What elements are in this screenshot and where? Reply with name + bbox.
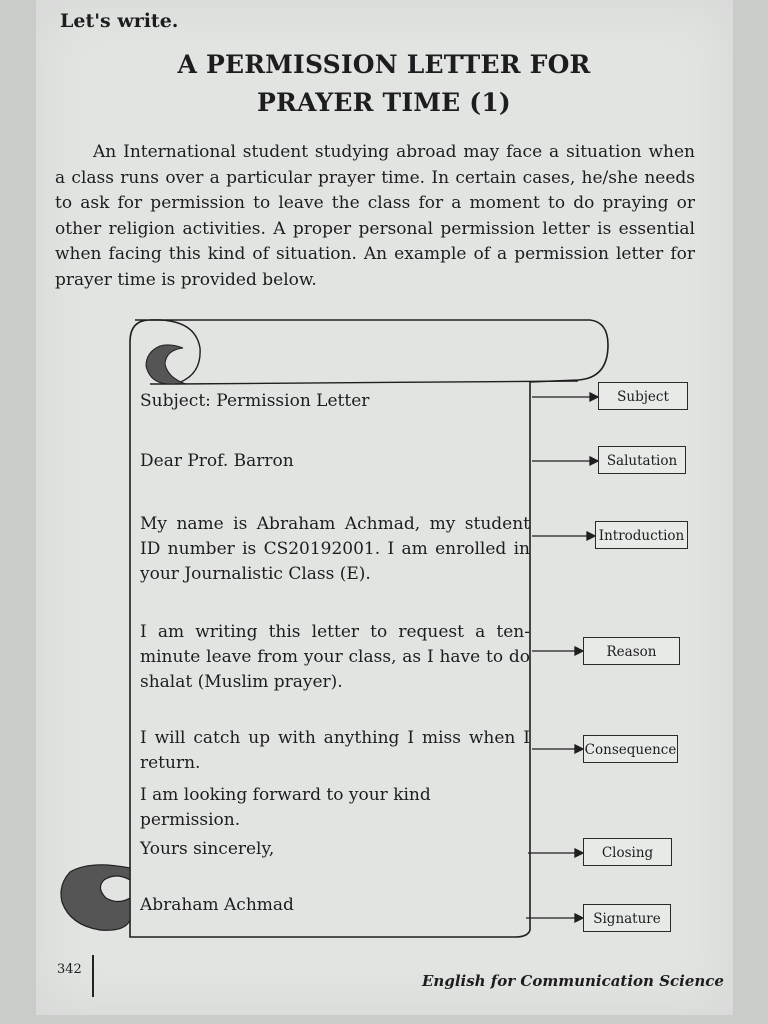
arrowhead-consequence [575, 745, 583, 753]
footer-divider [92, 955, 94, 997]
label-consequence: Consequence [583, 735, 678, 763]
arrowhead-signature [575, 914, 583, 922]
letter-reason: I am writing this letter to request a ten-minute leave from your class, as I have to do shalat (Muslim prayer). [140, 622, 530, 692]
label-introduction: Introduction [595, 521, 688, 549]
letter-closing: Yours sincerely, [140, 839, 275, 859]
label-salutation: Salutation [598, 446, 686, 474]
arrowhead-closing [575, 849, 583, 857]
page-number: 342 [57, 962, 82, 977]
label-closing: Closing [583, 838, 672, 866]
label-reason: Reason [583, 637, 680, 665]
letter-consequence: I will catch up with anything I miss when I return. [140, 728, 530, 773]
arrowhead-introduction [587, 532, 595, 540]
letter-signature: Abraham Achmad [140, 895, 294, 915]
intro-text: An International student studying abroad may face a situation when a class runs over a particular prayer time. In certain cases, he/she needs to ask for permission to leave the class for a moment to do praying or other religion activities. A proper personal permission letter is essential when facing this kind of situation. An example of a permission letter for prayer time is provided below. [55, 142, 695, 290]
letter-introduction: My name is Abraham Achmad, my student ID number is CS20192001. I am enrolled in your Journalistic Class (E). [140, 514, 530, 584]
arrowhead-reason [575, 647, 583, 655]
section-heading: Let's write. [60, 10, 179, 32]
top-curl-shade [146, 345, 186, 384]
arrowhead-salutation [590, 457, 598, 465]
label-signature: Signature [583, 904, 671, 932]
letter-subject: Subject: Permission Letter [140, 391, 370, 411]
page-title-line-1: A PERMISSION LETTER FOR [177, 50, 591, 79]
scroll-top-rule [175, 381, 578, 384]
bottom-curl-shade [61, 865, 130, 930]
letter-forward: I am looking forward to your kind permission. [140, 785, 431, 830]
page-title-line-2: PRAYER TIME (1) [257, 88, 511, 117]
letter-salutation: Dear Prof. Barron [140, 451, 294, 471]
book-title: English for Communication Science [422, 972, 724, 990]
arrowhead-subject [590, 393, 598, 401]
label-subject: Subject [598, 382, 688, 410]
